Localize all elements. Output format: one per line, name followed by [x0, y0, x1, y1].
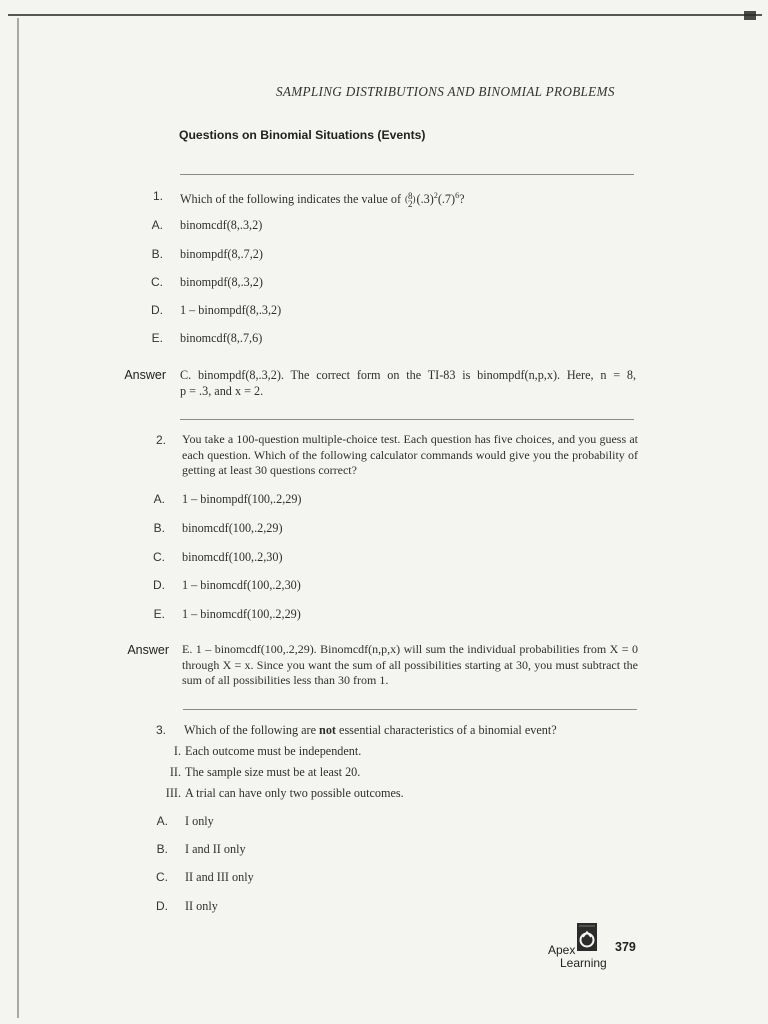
logo-word-apex: Apex [548, 943, 576, 957]
q1-option-d-label: D. [151, 303, 163, 317]
scan-border-top [8, 14, 762, 16]
apex-learning-logo-icon [576, 921, 598, 953]
q2-option-d: 1 – binomcdf(100,.2,30) [182, 578, 301, 592]
running-head: SAMPLING DISTRIBUTIONS AND BINOMIAL PROBLEMS [276, 84, 615, 99]
q3-option-b: I and II only [185, 842, 246, 856]
q2-answer-label: Answer [127, 643, 169, 657]
q3-option-d: II only [185, 899, 218, 913]
q1-answer-label: Answer [124, 368, 166, 382]
q1-option-b: binompdf(8,.7,2) [180, 247, 263, 261]
divider-rule [180, 174, 634, 175]
statement-3: A trial can have only two possible outcomes. [185, 786, 404, 800]
question-2-stem: You take a 100-question multiple-choice test. Each question has five choices, and you guess at each question. Which of the following calculator commands would give you the probability of getting at least 30 questions correct? [182, 432, 638, 477]
scan-border-left [17, 18, 19, 1018]
question-2-number: 2. [155, 433, 166, 447]
q1-option-e: binomcdf(8,.7,6) [180, 331, 263, 345]
statement-2: The sample size must be at least 20. [185, 765, 361, 779]
q2-answer-text: E. 1 – binomcdf(100,.2,29). Binomcdf(n,p,x) will sum the individual probabilities from X = 0 through X = x. Since you want the sum of all possibilities starting at 30, you must subtract the sum of all possibilities less than 30 from 1. [182, 642, 638, 687]
q1-option-a: binomcdf(8,.3,2) [180, 218, 263, 232]
q2-option-b: binomcdf(100,.2,29) [182, 521, 283, 535]
q1-answer-line-1: C. binompdf(8,.3,2). The correct form on the TI-83 is binompdf(n,p,x). Here, n = 8, [180, 368, 636, 382]
q2-option-c: binomcdf(100,.2,30) [182, 550, 283, 564]
divider-rule [183, 709, 637, 710]
q3-option-b-label: B. [156, 842, 168, 856]
question-3-stem-start: Which of the following are [184, 723, 320, 737]
divider-rule [180, 419, 634, 420]
q2-option-d-label: D. [153, 578, 165, 592]
q1-option-b-label: B. [151, 247, 163, 261]
apex-learning-logo [546, 920, 610, 972]
statement-3-label: III. [165, 786, 181, 800]
question-1-number: 1. [152, 189, 163, 203]
q1-option-c-label: C. [151, 275, 163, 289]
q1-option-a-label: A. [151, 218, 163, 232]
statement-2-label: II. [169, 765, 181, 779]
statement-1: Each outcome must be independent. [185, 744, 362, 758]
q2-option-c-label: C. [153, 550, 165, 564]
q3-option-c: II and III only [185, 870, 254, 884]
q1-answer-line-2: p = .3, and x = 2. [180, 384, 264, 398]
q2-option-a-label: A. [153, 492, 165, 506]
q2-option-e-label: E. [153, 607, 165, 621]
q3-option-a-label: A. [156, 814, 168, 828]
q1-option-d: 1 – binompdf(8,.3,2) [180, 303, 282, 317]
question-3-number: 3. [155, 723, 166, 737]
q2-option-a: 1 – binompdf(100,.2,29) [182, 492, 302, 506]
q3-option-a: I only [185, 814, 214, 828]
q3-option-d-label: D. [156, 899, 168, 913]
scan-corner-mark [744, 11, 756, 20]
q1-option-e-label: E. [151, 331, 163, 345]
binomial-coefficient: (8 2) [405, 191, 416, 210]
q2-option-b-label: B. [153, 521, 165, 535]
section-title: Questions on Binomial Situations (Events) [179, 128, 426, 142]
question-1-stem: Which of the following indicates the value of (8 $2)(.3)^2(.7)^6$? [180, 191, 465, 210]
q3-option-c-label: C. [156, 870, 168, 884]
question-3-stem [184, 723, 557, 738]
logo-word-learning: Learning [560, 956, 607, 970]
statement-1-label: I. [173, 744, 181, 758]
question-3-stem-end: essential characteristics of a binomial event? [335, 723, 557, 737]
q2-option-e: 1 – binomcdf(100,.2,29) [182, 607, 301, 621]
q1-option-c: binompdf(8,.3,2) [180, 275, 263, 289]
question-3-stem-emphasis: not [319, 723, 336, 737]
page-number: 379 [615, 940, 636, 954]
